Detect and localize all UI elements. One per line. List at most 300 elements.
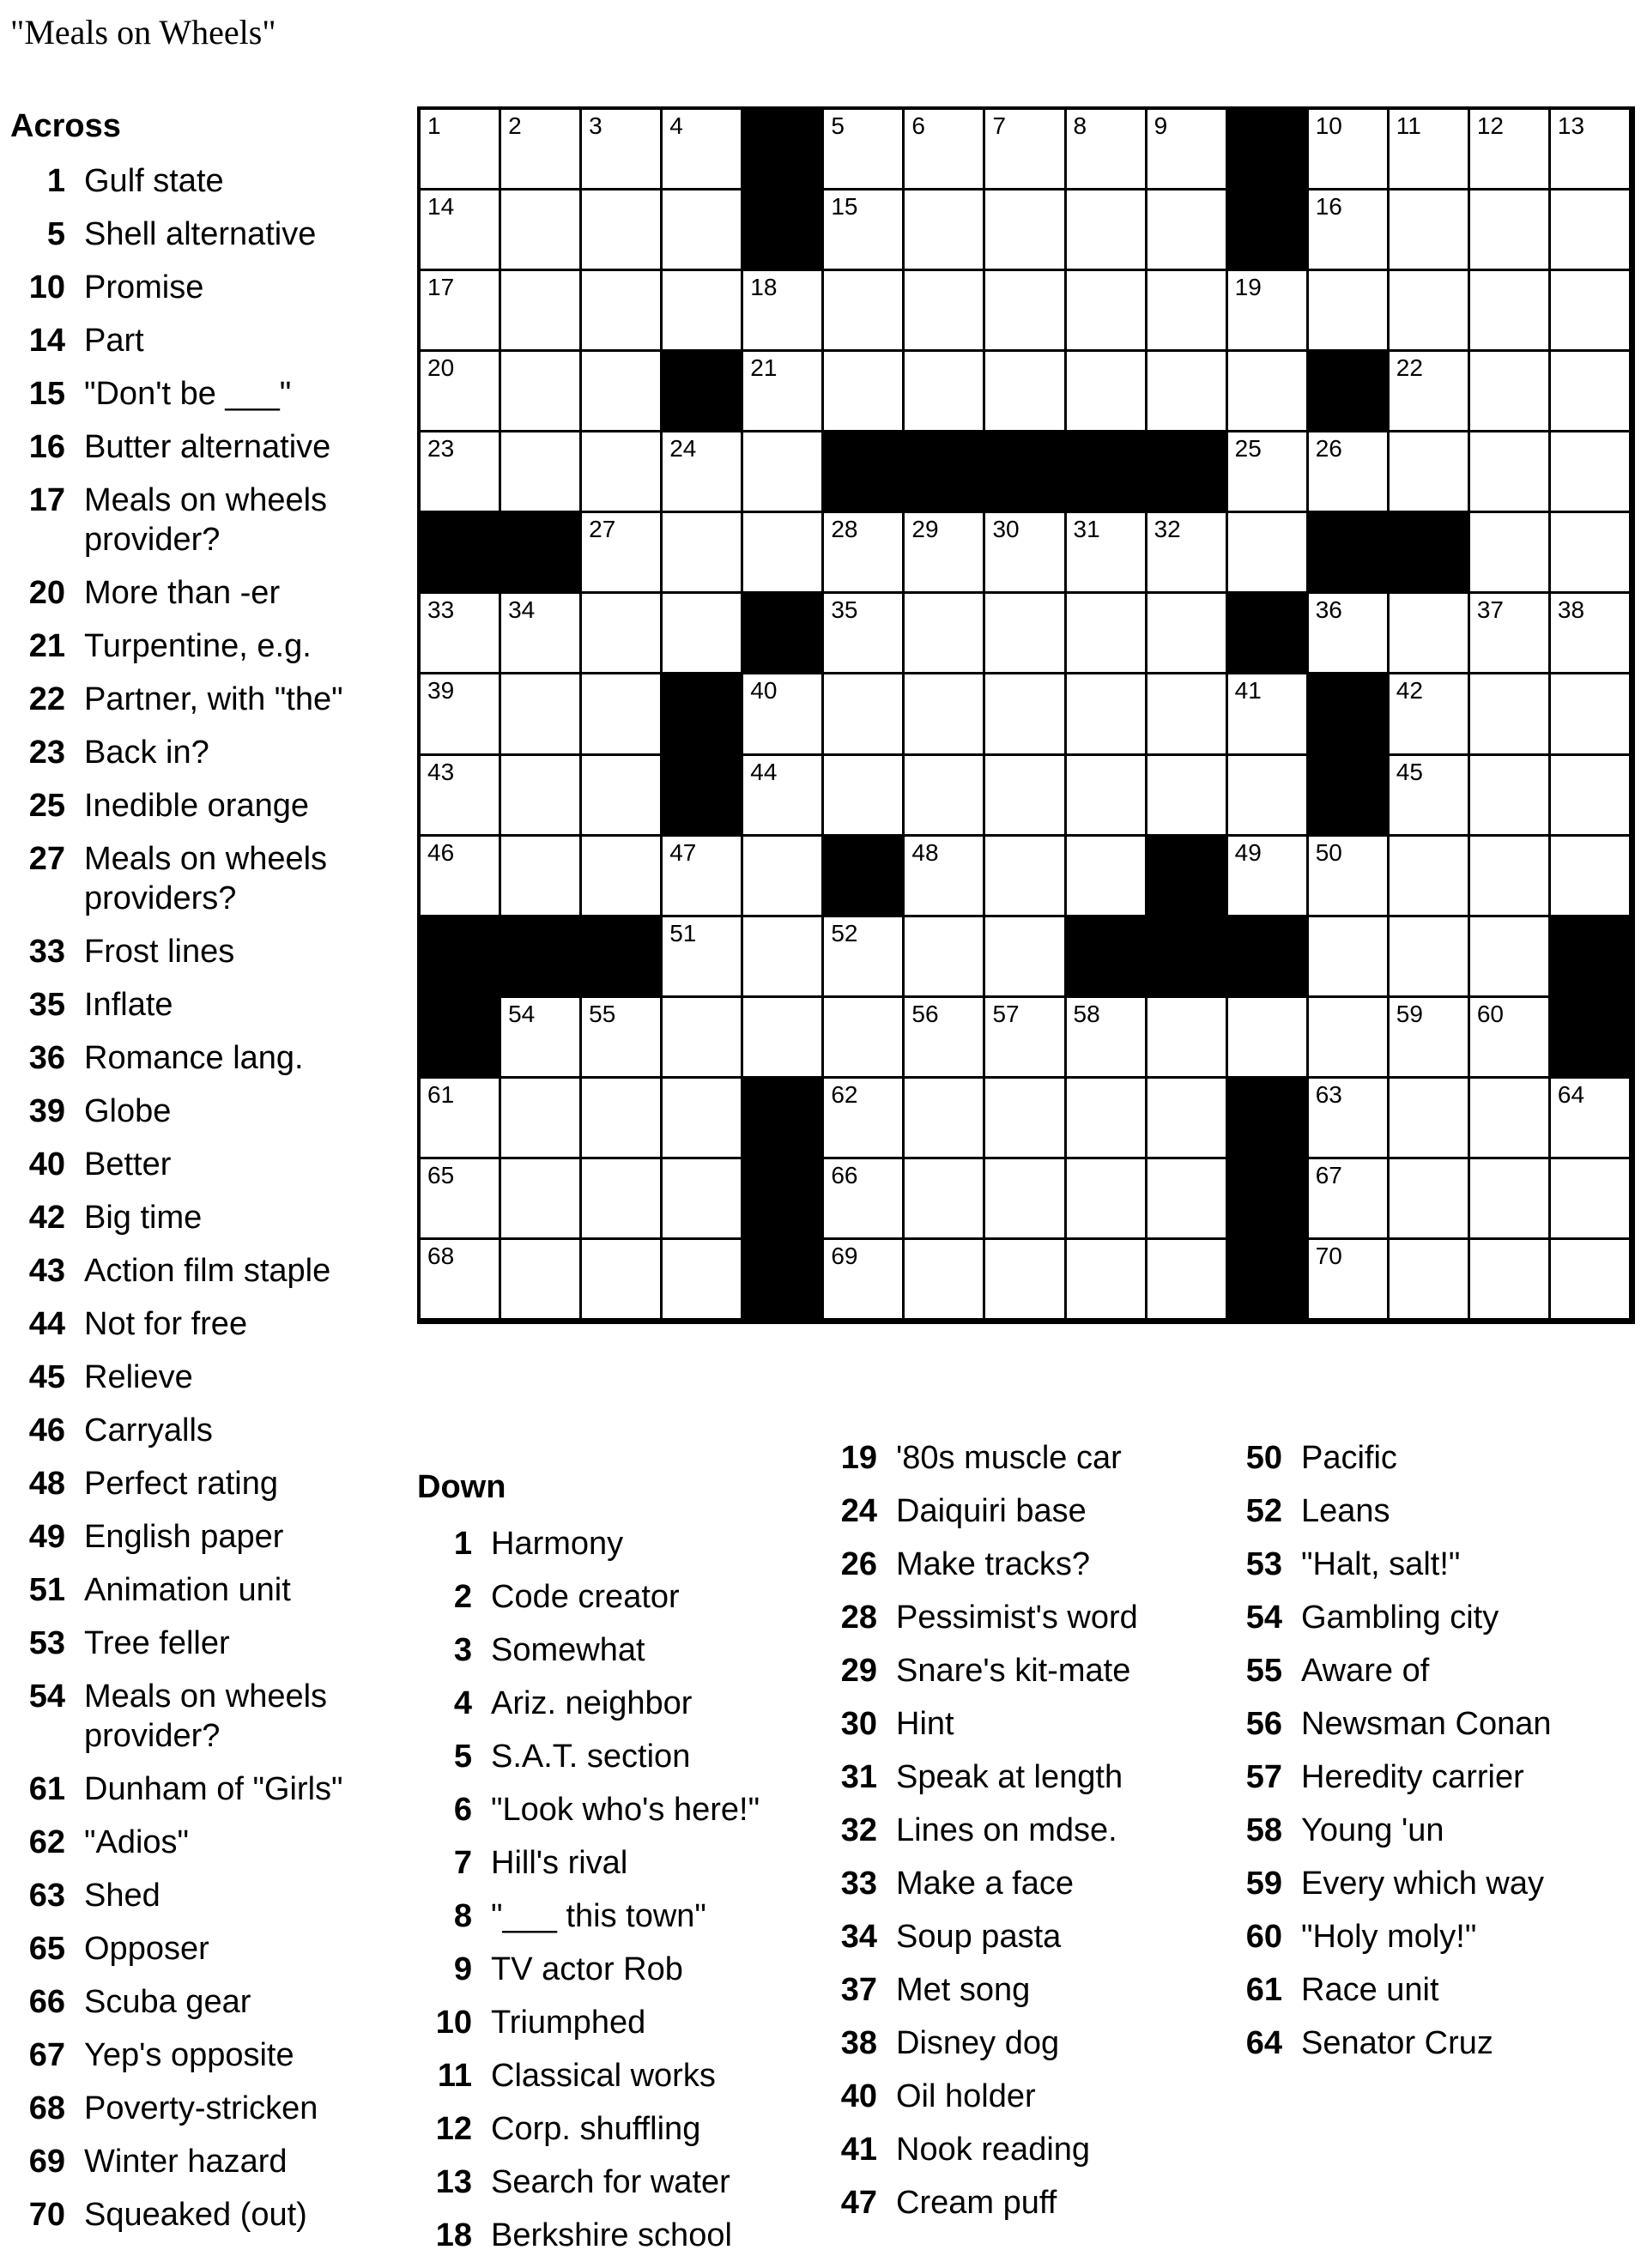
cell-number: 24 bbox=[669, 435, 697, 463]
grid-cell[interactable] bbox=[663, 594, 743, 674]
grid-cell[interactable] bbox=[663, 1079, 743, 1159]
down-heading: Down bbox=[417, 1469, 506, 1505]
grid-cell[interactable] bbox=[1067, 837, 1147, 917]
clue-number: 30 bbox=[840, 1706, 877, 1742]
grid-cell[interactable] bbox=[421, 1079, 501, 1159]
grid-cell[interactable] bbox=[1390, 756, 1470, 837]
grid-cell[interactable] bbox=[421, 271, 501, 352]
clue-text: Pacific bbox=[1301, 1440, 1397, 1476]
grid-cell[interactable] bbox=[824, 513, 905, 594]
clue-text: Meals on wheels providers? bbox=[84, 841, 328, 916]
grid-cell[interactable] bbox=[1390, 432, 1470, 513]
grid-cell[interactable] bbox=[1147, 271, 1228, 352]
clue-text: Aware of bbox=[1301, 1653, 1430, 1689]
grid-cell[interactable] bbox=[501, 432, 582, 513]
clue-number: 27 bbox=[28, 841, 65, 877]
grid-cell[interactable] bbox=[743, 837, 824, 917]
grid-cell[interactable] bbox=[663, 432, 743, 513]
grid-cell[interactable] bbox=[1067, 1240, 1147, 1321]
grid-cell[interactable] bbox=[1067, 191, 1147, 271]
grid-cell[interactable] bbox=[1228, 837, 1309, 917]
grid-cell[interactable] bbox=[1228, 352, 1309, 432]
grid-cell[interactable] bbox=[985, 756, 1066, 837]
clue-number: 48 bbox=[28, 1466, 65, 1502]
grid-cell[interactable] bbox=[985, 1079, 1066, 1159]
grid-cell[interactable] bbox=[1309, 837, 1390, 917]
grid-cell[interactable] bbox=[1309, 917, 1390, 998]
grid-cell[interactable] bbox=[824, 674, 905, 755]
clue-number: 13 bbox=[435, 2164, 472, 2200]
grid-cell[interactable] bbox=[421, 352, 501, 432]
grid-cell[interactable] bbox=[824, 110, 905, 191]
grid-cell[interactable] bbox=[1309, 1079, 1390, 1159]
clue-number: 53 bbox=[28, 1625, 65, 1661]
grid-cell[interactable] bbox=[421, 837, 501, 917]
grid-cell[interactable] bbox=[663, 1240, 743, 1321]
grid-cell[interactable] bbox=[421, 1240, 501, 1321]
black-cell bbox=[743, 191, 824, 271]
clue-number: 5 bbox=[46, 216, 65, 252]
clue-number: 8 bbox=[453, 1898, 472, 1934]
black-cell bbox=[743, 1079, 824, 1159]
grid-cell[interactable] bbox=[501, 1240, 582, 1321]
grid-cell[interactable] bbox=[663, 837, 743, 917]
grid-cell[interactable] bbox=[824, 998, 905, 1079]
cell-number: 3 bbox=[589, 112, 602, 139]
black-cell bbox=[1309, 756, 1390, 837]
grid-cell[interactable] bbox=[743, 998, 824, 1079]
grid-cell[interactable] bbox=[1067, 594, 1147, 674]
grid-cell[interactable] bbox=[1470, 191, 1551, 271]
clue-number: 19 bbox=[840, 1440, 877, 1476]
clue-number: 40 bbox=[28, 1146, 65, 1182]
clue-text: Corp. shuffling bbox=[491, 2111, 701, 2147]
grid-cell[interactable] bbox=[985, 1159, 1066, 1240]
grid-cell[interactable] bbox=[905, 837, 985, 917]
grid-cell[interactable] bbox=[582, 271, 663, 352]
clue-number: 55 bbox=[1245, 1653, 1282, 1689]
cell-number: 61 bbox=[427, 1080, 455, 1108]
clue-number: 36 bbox=[28, 1040, 65, 1076]
cell-number: 63 bbox=[1315, 1080, 1342, 1108]
grid-cell[interactable] bbox=[743, 432, 824, 513]
grid-cell[interactable] bbox=[743, 352, 824, 432]
cell-number: 19 bbox=[1234, 274, 1262, 301]
black-cell bbox=[1067, 917, 1147, 998]
grid-cell[interactable] bbox=[421, 191, 501, 271]
clue-number: 1 bbox=[46, 163, 65, 199]
grid-cell[interactable] bbox=[501, 674, 582, 755]
grid-cell[interactable] bbox=[1147, 998, 1228, 1079]
grid-cell[interactable] bbox=[743, 513, 824, 594]
cell-number: 4 bbox=[669, 112, 683, 139]
grid-cell[interactable] bbox=[1551, 513, 1632, 594]
grid-cell[interactable] bbox=[1067, 271, 1147, 352]
grid-cell[interactable] bbox=[824, 1240, 905, 1321]
black-cell bbox=[1228, 191, 1309, 271]
clue-number: 37 bbox=[840, 1972, 877, 2008]
grid-cell[interactable] bbox=[663, 191, 743, 271]
grid-cell[interactable] bbox=[421, 1159, 501, 1240]
grid-cell[interactable] bbox=[905, 110, 985, 191]
grid-cell[interactable] bbox=[1147, 513, 1228, 594]
grid-cell[interactable] bbox=[1147, 1159, 1228, 1240]
grid-cell[interactable] bbox=[582, 756, 663, 837]
clue-text: Animation unit bbox=[84, 1572, 291, 1608]
clue-number: 50 bbox=[1245, 1440, 1282, 1476]
clue-number: 69 bbox=[28, 2144, 65, 2180]
grid-cell[interactable] bbox=[985, 513, 1066, 594]
grid-cell[interactable] bbox=[1551, 756, 1632, 837]
black-cell bbox=[743, 110, 824, 191]
cell-number: 7 bbox=[992, 112, 1007, 139]
clue-text: Newsman Conan bbox=[1301, 1706, 1552, 1742]
clue-text: Berkshire school bbox=[491, 2217, 732, 2253]
clue-number: 1 bbox=[453, 1526, 472, 1562]
grid-cell[interactable] bbox=[1147, 756, 1228, 837]
grid-cell[interactable] bbox=[985, 594, 1066, 674]
grid-cell[interactable] bbox=[421, 756, 501, 837]
clue-text: Part bbox=[84, 323, 144, 359]
grid-cell[interactable] bbox=[743, 674, 824, 755]
grid-cell[interactable] bbox=[1390, 1079, 1470, 1159]
grid-cell[interactable] bbox=[985, 352, 1066, 432]
clue-text: Oil holder bbox=[896, 2078, 1036, 2114]
grid-cell[interactable] bbox=[582, 110, 663, 191]
cell-number: 37 bbox=[1476, 596, 1505, 624]
grid-cell[interactable] bbox=[1470, 1240, 1551, 1321]
black-cell bbox=[501, 917, 582, 998]
clue-number: 44 bbox=[28, 1306, 65, 1342]
across-heading: Across bbox=[10, 108, 121, 144]
black-cell bbox=[1309, 513, 1390, 594]
grid-cell[interactable] bbox=[905, 674, 985, 755]
clue-number: 57 bbox=[1245, 1759, 1282, 1795]
grid-cell[interactable] bbox=[1228, 432, 1309, 513]
cell-number: 15 bbox=[831, 193, 858, 221]
grid-cell[interactable] bbox=[582, 1159, 663, 1240]
grid-cell[interactable] bbox=[985, 674, 1066, 755]
grid-cell[interactable] bbox=[663, 917, 743, 998]
clue-number: 64 bbox=[1245, 2025, 1282, 2061]
grid-cell[interactable] bbox=[1147, 1240, 1228, 1321]
grid-cell[interactable] bbox=[1309, 110, 1390, 191]
grid-cell[interactable] bbox=[743, 917, 824, 998]
grid-cell[interactable] bbox=[501, 110, 582, 191]
grid-cell[interactable] bbox=[1390, 110, 1470, 191]
grid-cell[interactable] bbox=[421, 594, 501, 674]
grid-cell[interactable] bbox=[824, 191, 905, 271]
cell-number: 25 bbox=[1234, 435, 1262, 463]
grid-cell[interactable] bbox=[1228, 513, 1309, 594]
grid-cell[interactable] bbox=[1551, 1159, 1632, 1240]
clue-number: 33 bbox=[840, 1866, 877, 1902]
grid-cell[interactable] bbox=[985, 837, 1066, 917]
clue-number: 49 bbox=[28, 1519, 65, 1555]
cell-number: 40 bbox=[750, 677, 778, 705]
grid-cell[interactable] bbox=[985, 110, 1066, 191]
grid-cell[interactable] bbox=[1390, 837, 1470, 917]
grid-cell[interactable] bbox=[1147, 594, 1228, 674]
grid-cell[interactable] bbox=[1228, 998, 1309, 1079]
black-cell bbox=[501, 513, 582, 594]
grid-cell[interactable] bbox=[1470, 998, 1551, 1079]
grid-cell[interactable] bbox=[824, 917, 905, 998]
grid-cell[interactable] bbox=[1228, 674, 1309, 755]
grid-cell[interactable] bbox=[985, 917, 1066, 998]
black-cell bbox=[582, 917, 663, 998]
grid-cell[interactable] bbox=[501, 271, 582, 352]
clue-text: Opposer bbox=[84, 1931, 209, 1967]
grid-cell[interactable] bbox=[1390, 1240, 1470, 1321]
cell-number: 26 bbox=[1315, 435, 1342, 463]
grid-cell[interactable] bbox=[1390, 1159, 1470, 1240]
grid-cell[interactable] bbox=[663, 998, 743, 1079]
clue-text: "Holy moly!" bbox=[1301, 1919, 1477, 1955]
grid-cell[interactable] bbox=[1067, 1079, 1147, 1159]
grid-cell[interactable] bbox=[1309, 191, 1390, 271]
grid-cell[interactable] bbox=[905, 191, 985, 271]
clue-number: 18 bbox=[435, 2217, 472, 2253]
grid-cell[interactable] bbox=[905, 998, 985, 1079]
grid-cell[interactable] bbox=[1228, 271, 1309, 352]
clue-text: Romance lang. bbox=[84, 1040, 304, 1076]
cell-number: 27 bbox=[589, 516, 616, 543]
cell-number: 22 bbox=[1396, 354, 1423, 382]
grid-cell[interactable] bbox=[1390, 917, 1470, 998]
grid-cell[interactable] bbox=[905, 271, 985, 352]
grid-cell[interactable] bbox=[1147, 110, 1228, 191]
grid-cell[interactable] bbox=[582, 191, 663, 271]
black-cell bbox=[1309, 674, 1390, 755]
grid-cell[interactable] bbox=[582, 837, 663, 917]
grid-cell[interactable] bbox=[1551, 352, 1632, 432]
grid-cell[interactable] bbox=[421, 432, 501, 513]
grid-cell[interactable] bbox=[1309, 1159, 1390, 1240]
clue-text: Classical works bbox=[491, 2058, 716, 2094]
grid-cell[interactable] bbox=[985, 1240, 1066, 1321]
grid-cell[interactable] bbox=[1067, 998, 1147, 1079]
grid-cell[interactable] bbox=[1551, 837, 1632, 917]
grid-cell[interactable] bbox=[824, 1079, 905, 1159]
grid-cell[interactable] bbox=[1067, 352, 1147, 432]
cell-number: 66 bbox=[831, 1161, 858, 1188]
grid-cell[interactable] bbox=[743, 271, 824, 352]
clue-text: Promise bbox=[84, 269, 204, 305]
grid-cell[interactable] bbox=[663, 513, 743, 594]
grid-cell[interactable] bbox=[582, 998, 663, 1079]
grid-cell[interactable] bbox=[582, 432, 663, 513]
grid-cell[interactable] bbox=[905, 513, 985, 594]
grid-cell[interactable] bbox=[1551, 191, 1632, 271]
grid-cell[interactable] bbox=[985, 191, 1066, 271]
grid-cell[interactable] bbox=[501, 594, 582, 674]
grid-cell[interactable] bbox=[1309, 271, 1390, 352]
clue-text: More than -er bbox=[84, 575, 281, 611]
black-cell bbox=[824, 432, 905, 513]
black-cell bbox=[1067, 432, 1147, 513]
clue-number: 51 bbox=[28, 1572, 65, 1608]
grid-cell[interactable] bbox=[501, 998, 582, 1079]
grid-cell[interactable] bbox=[824, 271, 905, 352]
grid-cell[interactable] bbox=[663, 1159, 743, 1240]
grid-cell[interactable] bbox=[824, 756, 905, 837]
clue-text: Disney dog bbox=[896, 2025, 1060, 2061]
grid-cell[interactable] bbox=[1470, 352, 1551, 432]
grid-cell[interactable] bbox=[1551, 1079, 1632, 1159]
grid-cell[interactable] bbox=[421, 110, 501, 191]
grid-cell[interactable] bbox=[421, 674, 501, 755]
clue-number: 70 bbox=[28, 2197, 65, 2233]
grid-cell[interactable] bbox=[985, 271, 1066, 352]
grid-cell[interactable] bbox=[1470, 513, 1551, 594]
cell-number: 13 bbox=[1557, 112, 1585, 139]
clue-number: 4 bbox=[453, 1685, 472, 1721]
grid-cell[interactable] bbox=[1067, 513, 1147, 594]
cell-number: 42 bbox=[1396, 677, 1423, 705]
grid-cell[interactable] bbox=[663, 271, 743, 352]
grid-cell[interactable] bbox=[582, 513, 663, 594]
cell-number: 58 bbox=[1073, 1000, 1100, 1027]
grid-cell[interactable] bbox=[1147, 674, 1228, 755]
grid-cell[interactable] bbox=[1470, 674, 1551, 755]
grid-cell[interactable] bbox=[582, 1079, 663, 1159]
grid-cell[interactable] bbox=[1470, 1159, 1551, 1240]
grid-cell[interactable] bbox=[824, 1159, 905, 1240]
grid-cell[interactable] bbox=[905, 1159, 985, 1240]
clue-text: Make tracks? bbox=[896, 1546, 1090, 1582]
grid-cell[interactable] bbox=[1309, 1240, 1390, 1321]
cell-number: 49 bbox=[1234, 838, 1262, 866]
grid-cell[interactable] bbox=[1551, 271, 1632, 352]
grid-cell[interactable] bbox=[1147, 191, 1228, 271]
black-cell bbox=[1309, 352, 1390, 432]
black-cell bbox=[421, 917, 501, 998]
grid-cell[interactable] bbox=[905, 594, 985, 674]
grid-cell[interactable] bbox=[1228, 756, 1309, 837]
clue-number: 66 bbox=[28, 1984, 65, 2020]
clue-text: Back in? bbox=[84, 735, 209, 771]
black-cell bbox=[1551, 998, 1632, 1079]
grid-cell[interactable] bbox=[1551, 594, 1632, 674]
grid-cell[interactable] bbox=[1147, 352, 1228, 432]
grid-cell[interactable] bbox=[1390, 271, 1470, 352]
clue-number: 15 bbox=[28, 376, 65, 412]
cell-number: 38 bbox=[1557, 596, 1585, 624]
grid-cell[interactable] bbox=[1067, 1159, 1147, 1240]
grid-cell[interactable] bbox=[582, 594, 663, 674]
grid-cell[interactable] bbox=[905, 917, 985, 998]
clue-number: 62 bbox=[28, 1824, 65, 1860]
grid-cell[interactable] bbox=[985, 998, 1066, 1079]
grid-cell[interactable] bbox=[824, 352, 905, 432]
clue-number: 22 bbox=[28, 681, 65, 717]
cell-number: 68 bbox=[427, 1242, 455, 1269]
grid-cell[interactable] bbox=[905, 1240, 985, 1321]
grid-cell[interactable] bbox=[582, 1240, 663, 1321]
grid-cell[interactable] bbox=[1067, 110, 1147, 191]
grid-cell[interactable] bbox=[743, 756, 824, 837]
grid-cell[interactable] bbox=[1551, 110, 1632, 191]
cell-number: 35 bbox=[831, 596, 858, 624]
clue-number: 56 bbox=[1245, 1706, 1282, 1742]
black-cell bbox=[663, 352, 743, 432]
grid-cell[interactable] bbox=[1067, 756, 1147, 837]
grid-cell[interactable] bbox=[905, 352, 985, 432]
clue-text: "Don't be ___" bbox=[84, 376, 292, 412]
clue-text: '80s muscle car bbox=[896, 1440, 1122, 1476]
grid-cell[interactable] bbox=[1390, 674, 1470, 755]
clue-number: 2 bbox=[453, 1579, 472, 1615]
grid-cell[interactable] bbox=[1551, 432, 1632, 513]
clue-number: 9 bbox=[453, 1951, 472, 1987]
grid-cell[interactable] bbox=[1470, 837, 1551, 917]
grid-cell[interactable] bbox=[824, 594, 905, 674]
clue-number: 12 bbox=[435, 2111, 472, 2147]
grid-cell[interactable] bbox=[1067, 674, 1147, 755]
black-cell bbox=[1228, 594, 1309, 674]
grid-cell[interactable] bbox=[582, 674, 663, 755]
grid-cell[interactable] bbox=[1390, 594, 1470, 674]
grid-cell[interactable] bbox=[501, 837, 582, 917]
grid-cell[interactable] bbox=[1551, 674, 1632, 755]
grid-cell[interactable] bbox=[1309, 432, 1390, 513]
grid-cell[interactable] bbox=[1470, 432, 1551, 513]
grid-cell[interactable] bbox=[1147, 1079, 1228, 1159]
clue-text: Inflate bbox=[84, 987, 173, 1023]
cell-number: 8 bbox=[1073, 112, 1087, 139]
grid-cell[interactable] bbox=[1470, 917, 1551, 998]
clue-text: Every which way bbox=[1301, 1866, 1544, 1902]
grid-cell[interactable] bbox=[501, 191, 582, 271]
grid-cell[interactable] bbox=[501, 1159, 582, 1240]
cell-number: 23 bbox=[427, 435, 455, 463]
clue-text: Tree feller bbox=[84, 1625, 230, 1661]
grid-cell[interactable] bbox=[1390, 191, 1470, 271]
grid-cell[interactable] bbox=[1470, 271, 1551, 352]
grid-cell[interactable] bbox=[501, 352, 582, 432]
cell-number: 33 bbox=[427, 596, 455, 624]
grid-cell[interactable] bbox=[1390, 998, 1470, 1079]
clue-number: 68 bbox=[28, 2090, 65, 2126]
clue-text: Big time bbox=[84, 1200, 203, 1236]
clue-text: Daiquiri base bbox=[896, 1493, 1087, 1529]
grid-cell[interactable] bbox=[1309, 998, 1390, 1079]
grid-cell[interactable] bbox=[663, 110, 743, 191]
grid-cell[interactable] bbox=[1470, 110, 1551, 191]
clue-text: Better bbox=[84, 1146, 172, 1182]
cell-number: 6 bbox=[911, 112, 925, 139]
grid-cell[interactable] bbox=[1470, 756, 1551, 837]
clue-text: TV actor Rob bbox=[491, 1951, 683, 1987]
grid-cell[interactable] bbox=[1551, 1240, 1632, 1321]
grid-cell[interactable] bbox=[582, 352, 663, 432]
cell-number: 12 bbox=[1476, 112, 1505, 139]
grid-cell[interactable] bbox=[1390, 352, 1470, 432]
grid-cell[interactable] bbox=[1309, 594, 1390, 674]
grid-cell[interactable] bbox=[905, 756, 985, 837]
cell-number: 69 bbox=[831, 1242, 858, 1269]
clue-number: 41 bbox=[840, 2132, 877, 2168]
grid-cell[interactable] bbox=[905, 1079, 985, 1159]
cell-number: 2 bbox=[508, 112, 522, 139]
cell-number: 28 bbox=[831, 516, 858, 543]
grid-cell[interactable] bbox=[1470, 594, 1551, 674]
grid-cell[interactable] bbox=[1470, 1079, 1551, 1159]
grid-cell[interactable] bbox=[501, 756, 582, 837]
grid-cell[interactable] bbox=[501, 1079, 582, 1159]
clue-text: "___ this town" bbox=[491, 1898, 706, 1934]
